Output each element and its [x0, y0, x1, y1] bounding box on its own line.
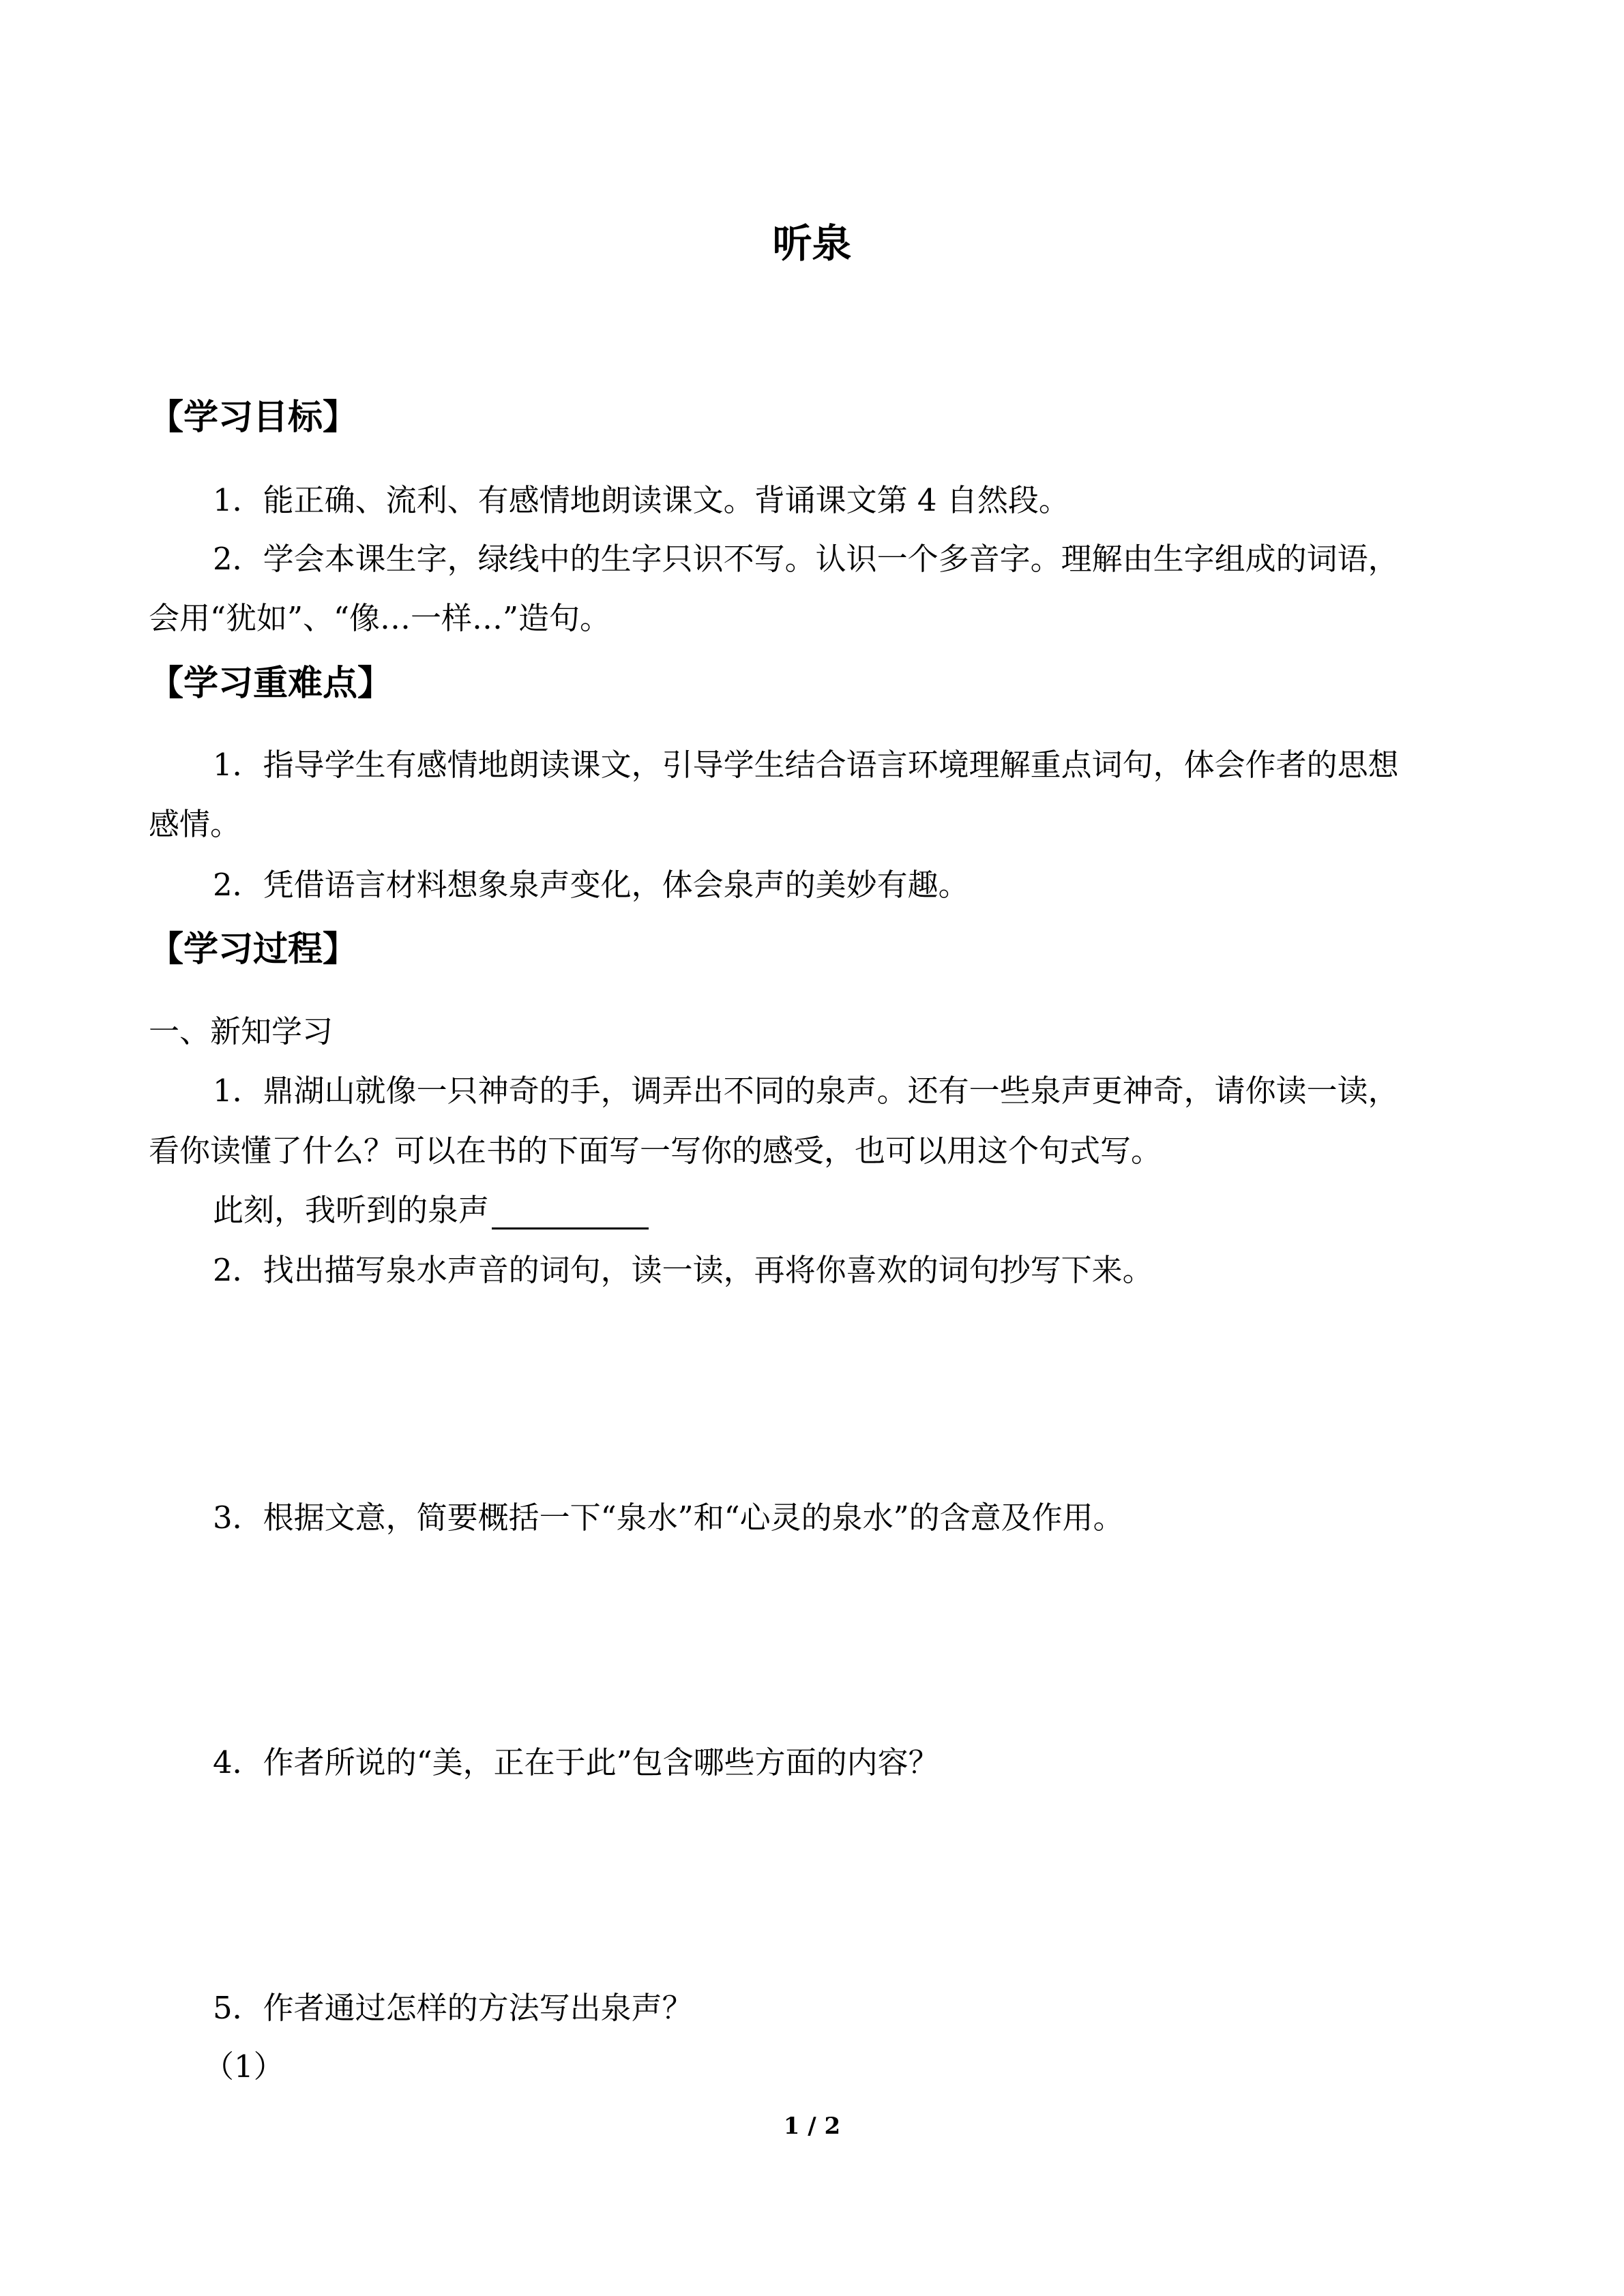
fill-in-prompt: 此刻，我听到的泉声 — [213, 1192, 490, 1228]
page-number: 1 / 2 — [783, 2113, 841, 2140]
process-item-5: 5．作者通过怎样的方法写出泉声？ — [213, 1990, 693, 2026]
section-heading-goals: 【学习目标】 — [149, 398, 358, 438]
answer-blank[interactable] — [492, 1195, 649, 1229]
fill-in-sentence — [213, 1185, 649, 1229]
key-point-item-2: 2．凭借语言材料想象泉声变化，体会泉声的美妙有趣。 — [213, 867, 969, 903]
process-item-3: 3．根据文意，简要概括一下“泉水”和“心灵的泉水”的含意及作用。 — [213, 1500, 1124, 1536]
process-item-1: 1．鼎湖山就像一只神奇的手，调弄出不同的泉声。还有一些泉声更神奇，请你读一读， — [213, 1073, 1399, 1109]
key-point-item-1: 1．指导学生有感情地朗读课文，引导学生结合语言环境理解重点词句，体会作者的思想 — [213, 747, 1399, 783]
section-heading-key-points: 【学习重难点】 — [149, 664, 393, 704]
goal-item-2-continued: 会用“犹如”、“像…一样…”造句。 — [149, 600, 611, 636]
process-item-4: 4．作者所说的“美，正在于此”包含哪些方面的内容？ — [213, 1744, 939, 1780]
section-heading-process: 【学习过程】 — [149, 929, 358, 970]
page-title: 听泉 — [772, 220, 852, 267]
process-item-2: 2．找出描写泉水声音的词句，读一读，再将你喜欢的词句抄写下来。 — [213, 1252, 1153, 1288]
goal-item-1: 1．能正确、流利、有感情地朗读课文。背诵课文第 4 自然段。 — [213, 482, 1069, 518]
goal-item-2: 2．学会本课生字，绿线中的生字只识不写。认识一个多音字。理解由生字组成的词语， — [213, 541, 1399, 577]
process-item-5-part-1: （1） — [203, 2048, 284, 2085]
process-sub-heading: 一、新知学习 — [149, 1013, 334, 1049]
process-item-1-continued: 看你读懂了什么？可以在书的下面写一写你的感受，也可以用这个句式写。 — [149, 1133, 1162, 1169]
key-point-item-1-continued: 感情。 — [149, 806, 241, 842]
